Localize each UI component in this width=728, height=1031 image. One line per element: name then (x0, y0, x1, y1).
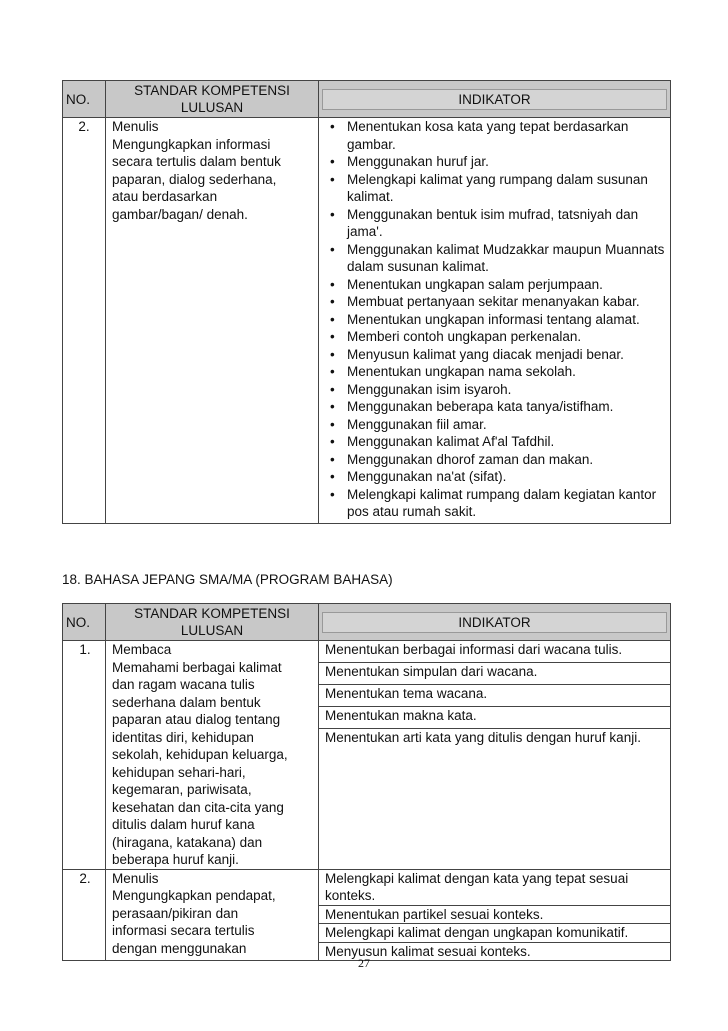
indicator-cell: Menentukan berbagai informasi dari wacana tulis. (319, 641, 671, 663)
indicator-item: • Menggunakan na'at (sifat). (325, 468, 668, 486)
competency-line: beberapa huruf kanji. (112, 852, 239, 867)
table-row (63, 869, 671, 905)
header-no: NO. (63, 81, 106, 118)
indicator-cell: Melengkapi kalimat dengan kata yang tepat sesuai konteks. (319, 869, 671, 905)
competency-line: atau berdasarkan (112, 189, 218, 204)
header-standar-kompetensi (106, 81, 319, 118)
indicator-item: • Menggunakan kalimat Af'al Tafdhil. (325, 433, 668, 451)
indicator-item: • Memberi contoh ungkapan perkenalan. (325, 328, 668, 346)
indicator-item: • Menggunakan kalimat Mudzakkar maupun Muannats dalam susunan kalimat. (325, 241, 668, 276)
header-indikator-label: INDIKATOR (322, 612, 667, 633)
indicator-item: • Menyusun kalimat yang diacak menjadi benar. (325, 346, 668, 364)
competency-table-arabic (62, 80, 671, 524)
competency-line: kesehatan dan cita-cita yang (112, 799, 284, 815)
indicator-item: • Menggunakan isim isyaroh. (325, 381, 668, 399)
indicator-item: • Menggunakan huruf jar. (325, 153, 668, 171)
indicator-item: • Melengkapi kalimat yang rumpang dalam susunan kalimat. (325, 171, 668, 206)
header-indikator-label: INDIKATOR (322, 89, 667, 110)
indicator-item: • Menentukan kosa kata yang tepat berdasarkan gambar. (325, 118, 668, 153)
indicator-item: • Menentukan ungkapan salam perjumpaan. (325, 276, 668, 294)
competency-cell (106, 641, 319, 870)
competency-line: (hiragana, katakana) dan (112, 834, 263, 850)
competency-line: Menulis (112, 119, 159, 134)
competency-line: dan ragam wacana tulis (112, 677, 255, 692)
indicator-cell (319, 118, 671, 524)
indicator-item: • Menggunakan fiil amar. (325, 416, 668, 434)
row-number: 2. (63, 869, 106, 961)
row-number: 2. (63, 118, 106, 524)
header-no: NO. (63, 604, 106, 641)
table-row (63, 641, 671, 663)
competency-line: sederhana dalam bentuk (112, 694, 261, 710)
competency-cell (106, 118, 319, 524)
table-header-row (63, 604, 671, 641)
indicator-cell: Melengkapi kalimat dengan ungkapan komunikatif. (319, 924, 671, 943)
header-sk-line1: STANDAR KOMPETENSI (134, 83, 290, 98)
competency-table-japanese (62, 603, 671, 961)
competency-line: ditulis dalam huruf kana (112, 817, 255, 832)
table-row (63, 118, 671, 524)
indicator-item: • Membuat pertanyaan sekitar menanyakan kabar. (325, 293, 668, 311)
competency-line: identitas diri, kehidupan (112, 729, 254, 745)
row-number: 1. (63, 641, 106, 870)
indicator-cell: Menentukan tema wacana. (319, 684, 671, 706)
competency-line: Mengungkapkan pendapat, (112, 888, 276, 903)
indicator-item: • Menggunakan bentuk isim mufrad, tatsniyah dan jama'. (325, 206, 668, 241)
competency-line: informasi secara tertulis (112, 923, 255, 938)
competency-line: Memahami berbagai kalimat (112, 659, 282, 675)
header-sk-line2: LULUSAN (180, 100, 244, 115)
competency-line: Mengungkapkan informasi (112, 136, 271, 152)
competency-line: kehidupan sehari-hari, (112, 764, 246, 780)
indicator-item: • Menentukan ungkapan informasi tentang alamat. (325, 311, 668, 329)
header-sk-line1: STANDAR KOMPETENSI (134, 606, 290, 621)
competency-line: sekolah, kehidupan keluarga, (112, 747, 288, 762)
page-number: 27 (358, 956, 370, 970)
indicator-cell: Menentukan partikel sesuai konteks. (319, 905, 671, 924)
indicator-item: • Menggunakan dhorof zaman dan makan. (325, 451, 668, 469)
header-indikator (319, 604, 671, 641)
competency-line: dengan menggunakan (112, 940, 247, 956)
header-standar-kompetensi (106, 604, 319, 641)
indicator-item: • Menentukan ungkapan nama sekolah. (325, 363, 668, 381)
competency-line: gambar/bagan/ denah. (112, 206, 248, 222)
indicator-cell: Menyusun kalimat sesuai konteks. (319, 942, 671, 961)
indicator-list (325, 118, 668, 521)
competency-line: secara tertulis dalam bentuk (112, 154, 281, 169)
competency-line: perasaan/pikiran dan (112, 905, 239, 921)
header-sk-line2: LULUSAN (180, 623, 244, 638)
indicator-item: • Melengkapi kalimat rumpang dalam kegiatan kantor pos atau rumah sakit. (325, 486, 668, 521)
competency-line: kegemaran, pariwisata, (112, 782, 252, 797)
competency-line: paparan atau dialog tentang (112, 712, 281, 727)
header-indikator (319, 81, 671, 118)
indicator-cell: Menentukan makna kata. (319, 706, 671, 728)
competency-cell (106, 869, 319, 961)
indicator-cell: Menentukan arti kata yang ditulis dengan huruf kanji. (319, 728, 671, 869)
competency-line: Membaca (112, 642, 172, 657)
indicator-item: • Menggunakan beberapa kata tanya/istifham. (325, 398, 668, 416)
competency-line: Menulis (112, 870, 159, 886)
table-header-row (63, 81, 671, 118)
indicator-cell: Menentukan simpulan dari wacana. (319, 662, 671, 684)
section-title: 18. BAHASA JEPANG SMA/MA (PROGRAM BAHASA) (62, 572, 393, 587)
competency-line: paparan, dialog sederhana, (112, 171, 277, 187)
